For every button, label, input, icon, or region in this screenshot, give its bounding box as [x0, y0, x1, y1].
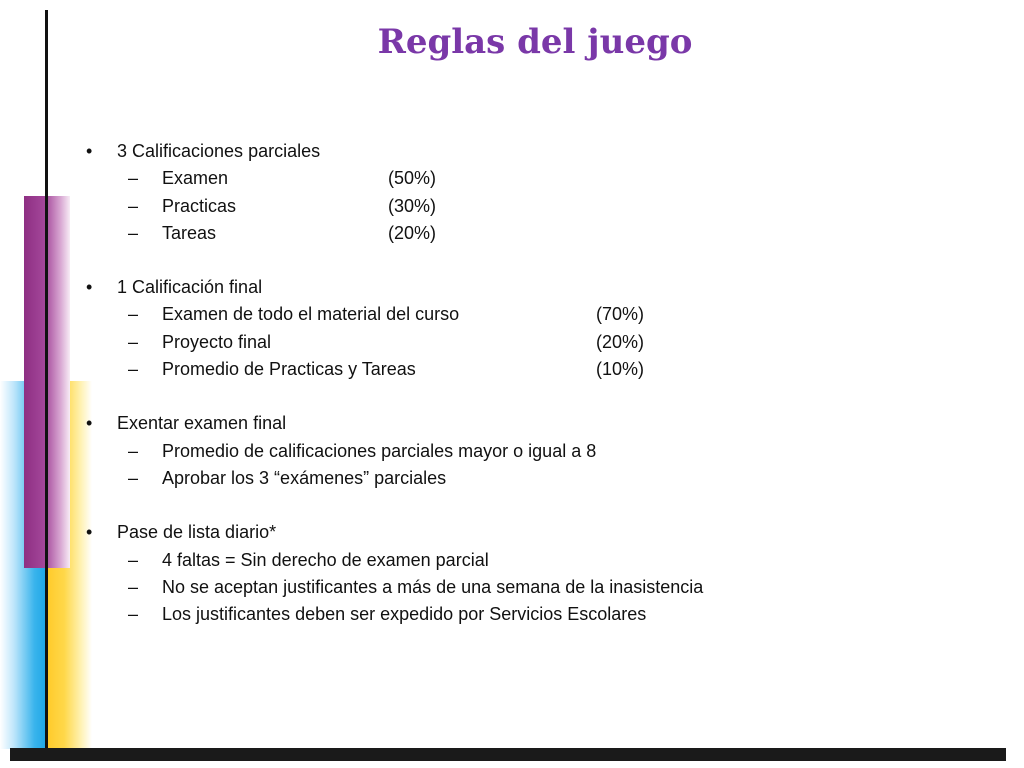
sub-item-text: Examen de todo el material del curso [162, 304, 460, 325]
horizontal-divider-line [10, 748, 1006, 761]
sub-item [80, 193, 980, 220]
bullet-icon: • [86, 277, 93, 298]
sub-item [80, 329, 980, 356]
section-exentar-examen-final [80, 410, 980, 492]
bullet-icon: • [86, 522, 93, 543]
sub-item-percent: (50%) [388, 168, 437, 189]
sub-item-text: No se aceptan justificantes a más de una semana de la inasistencia [162, 576, 704, 597]
section-calificacion-final [80, 274, 980, 383]
sub-item [80, 438, 980, 465]
sub-item-text: Practicas [162, 195, 237, 216]
vertical-divider-line [45, 10, 48, 750]
sub-item-percent: (20%) [388, 222, 437, 243]
slide-content [80, 138, 980, 655]
bullet-icon: • [86, 141, 93, 161]
bullet-text: 3 Calificaciones parciales [117, 141, 321, 161]
sub-item-percent: (70%) [596, 304, 645, 325]
dash-icon: – [128, 604, 139, 625]
sub-item-text: Tareas [162, 222, 217, 243]
section-calificaciones-parciales [80, 138, 980, 247]
sub-item-text: Promedio de Practicas y Tareas [162, 359, 416, 380]
slide-title: Reglas del juego [377, 22, 693, 62]
sub-item-percent: (30%) [388, 195, 437, 216]
sub-item [80, 465, 980, 492]
dash-icon: – [128, 222, 139, 243]
dash-icon: – [128, 304, 139, 325]
bullet-text: Pase de lista diario* [117, 522, 277, 543]
sub-item-text: Aprobar los 3 “exámenes” parciales [162, 467, 447, 488]
sub-item-text: Promedio de calificaciones parciales mayor o igual a 8 [162, 440, 597, 461]
bullet-item [80, 410, 980, 437]
sub-item [80, 601, 980, 628]
bullet-item [80, 274, 980, 301]
sub-item-text: Examen [162, 168, 229, 189]
bullet-text: Exentar examen final [117, 413, 287, 434]
dash-icon: – [128, 467, 139, 488]
dash-icon: – [128, 195, 139, 216]
dash-icon: – [128, 331, 139, 352]
sub-item-percent: (10%) [596, 359, 645, 380]
dash-icon: – [128, 168, 139, 189]
bullet-item [80, 519, 980, 546]
section-pase-de-lista [80, 519, 980, 628]
dash-icon: – [128, 359, 139, 380]
sub-item [80, 220, 980, 247]
sub-item [80, 165, 980, 192]
dash-icon: – [128, 440, 139, 461]
sub-item [80, 301, 980, 328]
sub-item [80, 574, 980, 601]
bullet-icon: • [86, 413, 93, 434]
sub-item-text: Proyecto final [162, 331, 272, 352]
dash-icon: – [128, 576, 139, 597]
sub-item-text: 4 faltas = Sin derecho de examen parcial [162, 549, 489, 570]
sub-item-percent: (20%) [596, 331, 645, 352]
dash-icon: – [128, 549, 139, 570]
bullet-text: 1 Calificación final [117, 277, 263, 298]
sub-item [80, 356, 980, 383]
sub-item [80, 547, 980, 574]
sub-item-text: Los justificantes deben ser expedido por Servicios Escolares [162, 604, 647, 625]
bullet-item [80, 138, 980, 165]
